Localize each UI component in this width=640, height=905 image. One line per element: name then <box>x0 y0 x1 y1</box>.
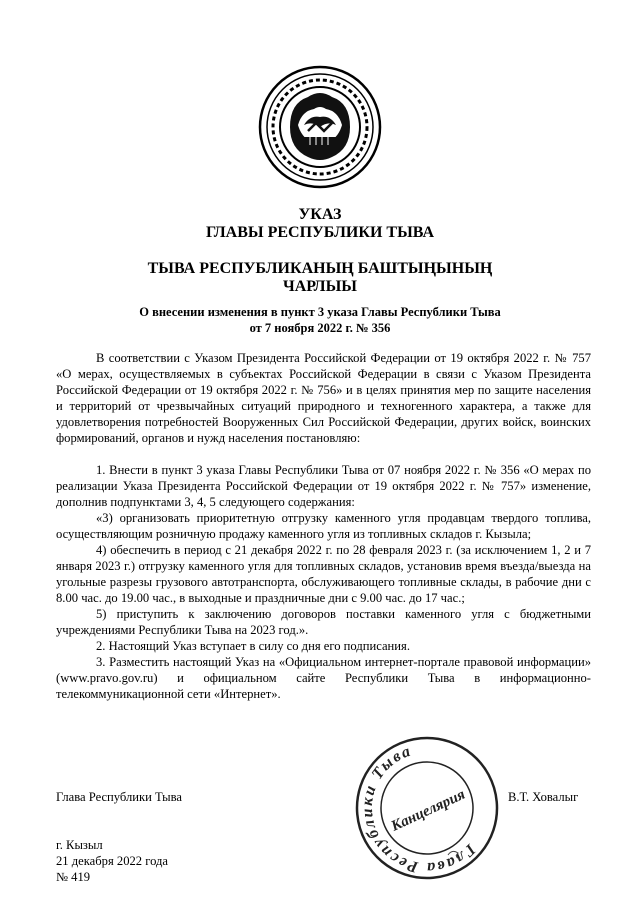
place-date-number <box>56 837 168 885</box>
decree-title-tyv <box>0 260 640 296</box>
signatory-name: В.Т. Ховалыг <box>508 790 579 804</box>
signatory-position: Глава Республики Тыва <box>56 790 182 804</box>
chancellery-stamp <box>352 733 502 883</box>
tuva-coat-of-arms-icon <box>258 65 382 189</box>
subitem-5-paragraph: 5) приступить к заключению договоров поставки каменного угля с бюджетными учреждениями Республики Тыва на 2023 год.». <box>56 607 591 637</box>
title-tyv-line2: ЧАРЛЫЫ <box>282 278 357 295</box>
decree-title-ru <box>0 206 640 242</box>
date-text: 21 декабря 2022 года <box>56 854 169 868</box>
subject-line2: от 7 ноября 2022 г. № 356 <box>249 321 391 335</box>
subject-line1: О внесении изменения в пункт 3 указа Главы Республики Тыва <box>139 305 501 319</box>
decree-body <box>56 350 591 702</box>
decree-number: № 419 <box>56 870 91 884</box>
stamp-ring-text: Глава Республики Тыва <box>358 742 479 877</box>
subitem-4-paragraph: 4) обеспечить в период с 21 декабря 2022 г. по 28 февраля 2023 г. (за исключением 1, 2 и 7 января 2023 г.) отгрузку каменного угля для топливных складов, установив время въезда/выезда на угольные разрезы грузового автотранспорта, обслуживающего топливные склады, в рабочие дни с 8.00 час. до 19.00 час., в выходные и праздничные дни с 9.00 час. до 17 час.; <box>56 543 591 605</box>
item-1-paragraph: 1. Внести в пункт 3 указа Главы Республики Тыва от 07 ноября 2022 г. № 356 «О мерах по реализации Указа Президента Российской Федерации от 19 октября 2022 г. № 757» изменение, дополнив подпунктами 3, 4, 5 следующего содержания: <box>56 463 591 509</box>
title-tyv-line1: ТЫВА РЕСПУБЛИКАНЫҢ БАШТЫҢЫНЫҢ <box>147 260 493 277</box>
stamp-center-text: Канцелярия <box>388 786 468 835</box>
decree-subject <box>0 304 640 336</box>
item-2-paragraph: 2. Настоящий Указ вступает в силу со дня его подписания. <box>96 639 410 653</box>
subitem-3-paragraph: «3) организовать приоритетную отгрузку каменного угля продавцам твердого топлива, осуществляющим розничную продажу каменного угля из топливных складов г. Кызыла; <box>56 511 591 541</box>
city-text: г. Кызыл <box>56 838 103 852</box>
preamble-paragraph: В соответствии с Указом Президента Российской Федерации от 19 октября 2022 г. № 757 «О мерах, осуществляемых в субъектах Российской Федерации в связи с Указом Президента Российской Федерации от 19 октября 2022 г. № 756» и в целях принятия мер по защите населения и территорий от чрезвычайных ситуаций природного и техногенного характера, а также для удовлетворения потребностей Вооруженных Сил Российской Федерации, других войск, воинских формирований, органов и нужд населения постановляю: <box>56 351 591 445</box>
title-ru-line2: ГЛАВЫ РЕСПУБЛИКИ ТЫВА <box>205 224 434 241</box>
item-3-paragraph: 3. Разместить настоящий Указ на «Официальном интернет-портале правовой информации» (www.pravo.gov.ru) и официальном сайте Республики Тыва в информационно-телекоммуникационной сети «Интернет». <box>56 655 591 701</box>
title-ru-line1: УКАЗ <box>298 206 342 223</box>
